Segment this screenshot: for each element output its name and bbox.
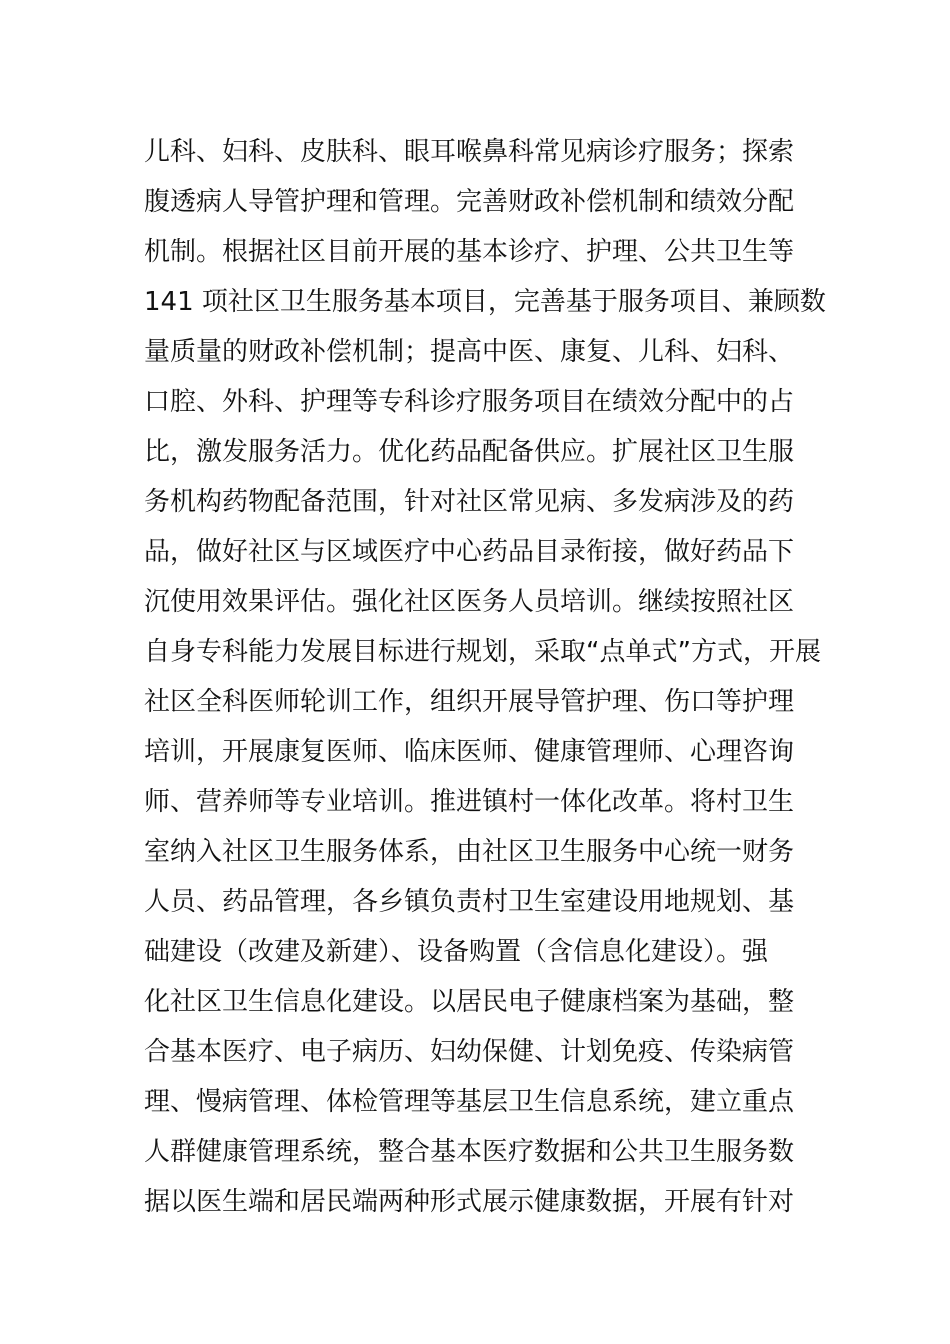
text-line: 量质量的财政补偿机制；提高中医、康复、儿科、妇科、 (144, 337, 795, 367)
text-line: 141 项社区卫生服务基本项目，完善基于服务项目、兼顾数 (144, 287, 826, 317)
text-line: 儿科、妇科、皮肤科、眼耳喉鼻科常见病诊疗服务；探索 (144, 137, 795, 167)
body-paragraph (144, 127, 826, 1227)
text-line: 自身专科能力发展目标进行规划，采取“点单式”方式，开展 (144, 637, 821, 667)
text-line: 础建设（改建及新建）、设备购置（含信息化建设）。强 (144, 937, 769, 967)
text-line: 务机构药物配备范围，针对社区常见病、多发病涉及的药 (144, 487, 795, 517)
text-line: 人员、药品管理，各乡镇负责村卫生室建设用地规划、基 (144, 887, 795, 917)
text-line: 理、慢病管理、体检管理等基层卫生信息系统，建立重点 (144, 1087, 795, 1117)
text-line: 机制。根据社区目前开展的基本诊疗、护理、公共卫生等 (144, 237, 795, 267)
text-line: 室纳入社区卫生服务体系，由社区卫生服务中心统一财务 (144, 837, 795, 867)
text-line: 师、营养师等专业培训。推进镇村一体化改革。将村卫生 (144, 787, 795, 817)
text-line: 沉使用效果评估。强化社区医务人员培训。继续按照社区 (144, 587, 795, 617)
text-line: 腹透病人导管护理和管理。完善财政补偿机制和绩效分配 (144, 187, 795, 217)
text-line: 口腔、外科、护理等专科诊疗服务项目在绩效分配中的占 (144, 387, 795, 417)
text-line: 社区全科医师轮训工作，组织开展导管护理、伤口等护理 (144, 687, 795, 717)
text-line: 培训，开展康复医师、临床医师、健康管理师、心理咨询 (144, 737, 795, 767)
text-line: 比，激发服务活力。优化药品配备供应。扩展社区卫生服 (144, 437, 795, 467)
text-line: 合基本医疗、电子病历、妇幼保健、计划免疫、传染病管 (144, 1037, 795, 1067)
text-line: 品，做好社区与区域医疗中心药品目录衔接，做好药品下 (144, 537, 795, 567)
text-line: 人群健康管理系统，整合基本医疗数据和公共卫生服务数 (144, 1137, 795, 1167)
text-line: 化社区卫生信息化建设。以居民电子健康档案为基础，整 (144, 987, 795, 1017)
text-line: 据以医生端和居民端两种形式展示健康数据，开展有针对 (144, 1187, 795, 1217)
